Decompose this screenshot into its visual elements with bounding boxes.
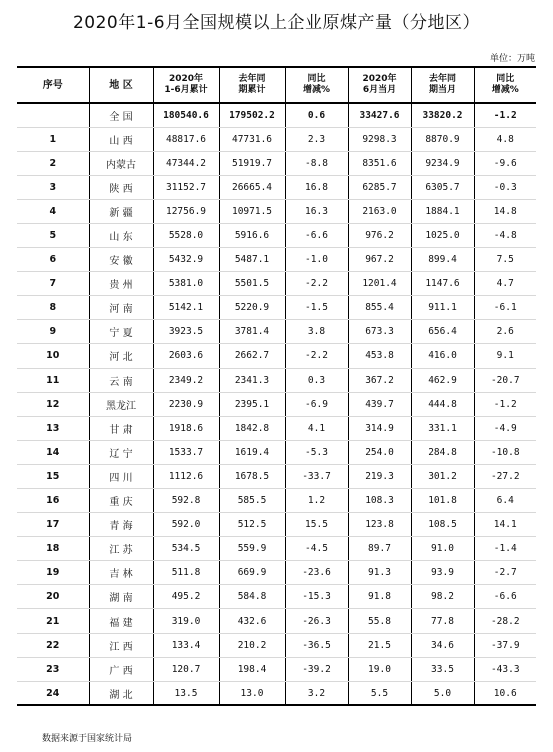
- cell-cum-prev: 5501.5: [219, 272, 285, 296]
- header-line: 去年同: [428, 74, 456, 84]
- cell-cum-prev: 512.5: [219, 513, 285, 537]
- cell-month-prev: 1025.0: [411, 223, 474, 247]
- cell-cum-prev: 51919.7: [219, 151, 285, 175]
- cell-cum-2020: 2349.2: [153, 368, 219, 392]
- cell-month-yoy: -20.7: [474, 368, 536, 392]
- cell-month-prev: 462.9: [411, 368, 474, 392]
- cell-cum-yoy: -2.2: [285, 272, 348, 296]
- table-row: [17, 585, 536, 609]
- cell-region: 湖 北: [89, 681, 153, 705]
- cell-seq: [17, 103, 89, 127]
- cell-cum-2020: 133.4: [153, 633, 219, 657]
- cell-region: 山 西: [89, 127, 153, 151]
- cell-region: 内蒙古: [89, 151, 153, 175]
- cell-month-2020: 219.3: [348, 464, 411, 488]
- cell-month-2020: 5.5: [348, 681, 411, 705]
- cell-seq: 24: [17, 681, 89, 705]
- cell-month-yoy: -6.1: [474, 296, 536, 320]
- cell-region: 重 庆: [89, 489, 153, 513]
- header-month-2020: [348, 67, 411, 103]
- cell-month-prev: 101.8: [411, 489, 474, 513]
- cell-month-prev: 93.9: [411, 561, 474, 585]
- cell-cum-yoy: -1.0: [285, 248, 348, 272]
- cell-month-2020: 8351.6: [348, 151, 411, 175]
- cell-cum-prev: 1678.5: [219, 464, 285, 488]
- cell-month-yoy: 7.5: [474, 248, 536, 272]
- cell-month-yoy: 14.8: [474, 199, 536, 223]
- header-cum-yoy: [285, 67, 348, 103]
- cell-cum-yoy: 0.3: [285, 368, 348, 392]
- table-row: [17, 489, 536, 513]
- cell-month-prev: 444.8: [411, 392, 474, 416]
- cell-month-yoy: 14.1: [474, 513, 536, 537]
- table-row: [17, 657, 536, 681]
- cell-month-yoy: -1.2: [474, 392, 536, 416]
- cell-cum-prev: 5487.1: [219, 248, 285, 272]
- cell-month-yoy: 9.1: [474, 344, 536, 368]
- header-month-prev: [411, 67, 474, 103]
- cell-region: 甘 肃: [89, 416, 153, 440]
- cell-month-prev: 331.1: [411, 416, 474, 440]
- cell-region: 新 疆: [89, 199, 153, 223]
- cell-month-yoy: 4.7: [474, 272, 536, 296]
- cell-seq: 6: [17, 248, 89, 272]
- cell-cum-yoy: -2.2: [285, 344, 348, 368]
- cell-cum-prev: 2341.3: [219, 368, 285, 392]
- table-row: [17, 151, 536, 175]
- cell-region: 福 建: [89, 609, 153, 633]
- cell-seq: 3: [17, 175, 89, 199]
- cell-cum-prev: 432.6: [219, 609, 285, 633]
- cell-seq: 12: [17, 392, 89, 416]
- cell-region: 贵 州: [89, 272, 153, 296]
- table-row: [17, 392, 536, 416]
- cell-region: 陕 西: [89, 175, 153, 199]
- cell-month-prev: 34.6: [411, 633, 474, 657]
- cell-seq: 15: [17, 464, 89, 488]
- cell-month-prev: 1884.1: [411, 199, 474, 223]
- cell-seq: 18: [17, 537, 89, 561]
- cell-region: 宁 夏: [89, 320, 153, 344]
- cell-cum-yoy: -26.3: [285, 609, 348, 633]
- header-line: 同比: [307, 74, 326, 84]
- cell-month-yoy: 6.4: [474, 489, 536, 513]
- cell-month-yoy: -1.2: [474, 103, 536, 127]
- cell-cum-prev: 585.5: [219, 489, 285, 513]
- cell-month-2020: 33427.6: [348, 103, 411, 127]
- cell-month-2020: 123.8: [348, 513, 411, 537]
- cell-seq: 10: [17, 344, 89, 368]
- cell-region: 辽 宁: [89, 440, 153, 464]
- cell-month-yoy: 2.6: [474, 320, 536, 344]
- cell-region: 青 海: [89, 513, 153, 537]
- cell-cum-2020: 1112.6: [153, 464, 219, 488]
- table-row: [17, 561, 536, 585]
- cell-region: 江 苏: [89, 537, 153, 561]
- cell-cum-yoy: -6.9: [285, 392, 348, 416]
- table-row: [17, 344, 536, 368]
- cell-seq: 11: [17, 368, 89, 392]
- cell-cum-2020: 495.2: [153, 585, 219, 609]
- cell-seq: 19: [17, 561, 89, 585]
- cell-month-yoy: -37.9: [474, 633, 536, 657]
- cell-cum-yoy: 3.2: [285, 681, 348, 705]
- cell-region: 云 南: [89, 368, 153, 392]
- cell-cum-yoy: 1.2: [285, 489, 348, 513]
- cell-cum-yoy: -5.3: [285, 440, 348, 464]
- cell-seq: 8: [17, 296, 89, 320]
- table-row: [17, 416, 536, 440]
- header-line: 同比: [496, 74, 515, 84]
- table-row: [17, 440, 536, 464]
- table-row: [17, 199, 536, 223]
- cell-cum-2020: 31152.7: [153, 175, 219, 199]
- cell-cum-2020: 5528.0: [153, 223, 219, 247]
- header-line: 增减%: [491, 85, 519, 95]
- table-row: [17, 272, 536, 296]
- cell-cum-prev: 179502.2: [219, 103, 285, 127]
- header-region: 地 区: [89, 67, 153, 103]
- unit-label: 单位：万吨: [489, 54, 535, 64]
- cell-region: 江 西: [89, 633, 153, 657]
- cell-month-prev: 899.4: [411, 248, 474, 272]
- cell-month-2020: 976.2: [348, 223, 411, 247]
- cell-region: 吉 林: [89, 561, 153, 585]
- cell-cum-2020: 47344.2: [153, 151, 219, 175]
- cell-cum-2020: 592.0: [153, 513, 219, 537]
- table-row: [17, 464, 536, 488]
- cell-month-prev: 5.0: [411, 681, 474, 705]
- cell-cum-2020: 3923.5: [153, 320, 219, 344]
- cell-month-prev: 9234.9: [411, 151, 474, 175]
- cell-month-yoy: -4.9: [474, 416, 536, 440]
- cell-seq: 13: [17, 416, 89, 440]
- cell-cum-2020: 5381.0: [153, 272, 219, 296]
- table-row: [17, 681, 536, 705]
- cell-month-prev: 6305.7: [411, 175, 474, 199]
- cell-month-2020: 439.7: [348, 392, 411, 416]
- header-cum-prev: [219, 67, 285, 103]
- cell-month-yoy: -1.4: [474, 537, 536, 561]
- coal-output-table: [17, 66, 536, 706]
- cell-cum-yoy: -39.2: [285, 657, 348, 681]
- cell-month-prev: 656.4: [411, 320, 474, 344]
- cell-month-2020: 9298.3: [348, 127, 411, 151]
- cell-cum-yoy: 2.3: [285, 127, 348, 151]
- header-line: 增减%: [302, 85, 331, 95]
- cell-month-2020: 91.3: [348, 561, 411, 585]
- header-line: 期累计: [238, 85, 266, 95]
- cell-cum-yoy: 0.6: [285, 103, 348, 127]
- cell-cum-yoy: -15.3: [285, 585, 348, 609]
- cell-cum-2020: 180540.6: [153, 103, 219, 127]
- cell-month-yoy: -6.6: [474, 585, 536, 609]
- table-row: [17, 513, 536, 537]
- table-body: [17, 103, 536, 705]
- header-month-yoy: [474, 67, 536, 103]
- cell-month-yoy: -9.6: [474, 151, 536, 175]
- cell-region: 安 徽: [89, 248, 153, 272]
- cell-month-2020: 6285.7: [348, 175, 411, 199]
- cell-month-2020: 21.5: [348, 633, 411, 657]
- cell-seq: 4: [17, 199, 89, 223]
- cell-cum-2020: 319.0: [153, 609, 219, 633]
- cell-seq: 2: [17, 151, 89, 175]
- cell-region: 黑龙江: [89, 392, 153, 416]
- cell-cum-prev: 1842.8: [219, 416, 285, 440]
- cell-month-2020: 91.8: [348, 585, 411, 609]
- cell-cum-2020: 1533.7: [153, 440, 219, 464]
- cell-month-prev: 91.0: [411, 537, 474, 561]
- cell-cum-2020: 534.5: [153, 537, 219, 561]
- header-line: 1-6月累计: [164, 85, 208, 95]
- cell-month-prev: 301.2: [411, 464, 474, 488]
- cell-month-yoy: 10.6: [474, 681, 536, 705]
- cell-month-2020: 855.4: [348, 296, 411, 320]
- cell-month-2020: 108.3: [348, 489, 411, 513]
- cell-cum-prev: 10971.5: [219, 199, 285, 223]
- cell-cum-prev: 198.4: [219, 657, 285, 681]
- cell-cum-yoy: -8.8: [285, 151, 348, 175]
- cell-seq: 5: [17, 223, 89, 247]
- cell-cum-2020: 2603.6: [153, 344, 219, 368]
- cell-cum-yoy: 4.1: [285, 416, 348, 440]
- cell-month-prev: 108.5: [411, 513, 474, 537]
- cell-cum-2020: 5432.9: [153, 248, 219, 272]
- cell-cum-2020: 511.8: [153, 561, 219, 585]
- cell-cum-prev: 584.8: [219, 585, 285, 609]
- header-cum-2020: [153, 67, 219, 103]
- cell-cum-yoy: -36.5: [285, 633, 348, 657]
- page-title: 2020年1-6月全国规模以上企业原煤产量（分地区）: [72, 13, 481, 33]
- header-line: 去年同: [238, 74, 266, 84]
- table-row: [17, 175, 536, 199]
- header-seq: 序号: [17, 67, 89, 103]
- cell-cum-2020: 2230.9: [153, 392, 219, 416]
- table-row: [17, 223, 536, 247]
- cell-seq: 14: [17, 440, 89, 464]
- cell-seq: 1: [17, 127, 89, 151]
- cell-month-prev: 98.2: [411, 585, 474, 609]
- cell-cum-prev: 559.9: [219, 537, 285, 561]
- table-header-row: [17, 67, 536, 103]
- cell-cum-yoy: 16.3: [285, 199, 348, 223]
- cell-seq: 17: [17, 513, 89, 537]
- cell-region: 广 西: [89, 657, 153, 681]
- cell-month-yoy: -28.2: [474, 609, 536, 633]
- cell-month-2020: 967.2: [348, 248, 411, 272]
- cell-cum-2020: 5142.1: [153, 296, 219, 320]
- table-row: [17, 609, 536, 633]
- cell-month-prev: 77.8: [411, 609, 474, 633]
- cell-region: 湖 南: [89, 585, 153, 609]
- cell-seq: 9: [17, 320, 89, 344]
- cell-month-prev: 33.5: [411, 657, 474, 681]
- cell-cum-yoy: 15.5: [285, 513, 348, 537]
- cell-cum-2020: 48817.6: [153, 127, 219, 151]
- table-row: [17, 320, 536, 344]
- cell-seq: 20: [17, 585, 89, 609]
- cell-region: 四 川: [89, 464, 153, 488]
- cell-region: 山 东: [89, 223, 153, 247]
- cell-cum-yoy: -6.6: [285, 223, 348, 247]
- cell-cum-prev: 13.0: [219, 681, 285, 705]
- cell-cum-yoy: 16.8: [285, 175, 348, 199]
- cell-cum-prev: 26665.4: [219, 175, 285, 199]
- cell-seq: 23: [17, 657, 89, 681]
- cell-region: 全 国: [89, 103, 153, 127]
- cell-cum-2020: 120.7: [153, 657, 219, 681]
- header-line: 6月当月: [362, 85, 397, 95]
- cell-region: 河 北: [89, 344, 153, 368]
- cell-month-2020: 367.2: [348, 368, 411, 392]
- cell-month-2020: 19.0: [348, 657, 411, 681]
- table-row: [17, 127, 536, 151]
- cell-cum-2020: 592.8: [153, 489, 219, 513]
- cell-cum-prev: 5220.9: [219, 296, 285, 320]
- cell-cum-prev: 2662.7: [219, 344, 285, 368]
- cell-region: 河 南: [89, 296, 153, 320]
- cell-month-2020: 314.9: [348, 416, 411, 440]
- cell-cum-prev: 669.9: [219, 561, 285, 585]
- cell-month-prev: 33820.2: [411, 103, 474, 127]
- cell-cum-yoy: -33.7: [285, 464, 348, 488]
- cell-month-2020: 453.8: [348, 344, 411, 368]
- cell-cum-yoy: -23.6: [285, 561, 348, 585]
- cell-month-2020: 254.0: [348, 440, 411, 464]
- cell-seq: 16: [17, 489, 89, 513]
- cell-month-2020: 673.3: [348, 320, 411, 344]
- source-note: 数据来源于国家统计局: [42, 734, 133, 744]
- header-line: 2020年: [168, 74, 204, 84]
- cell-cum-prev: 47731.6: [219, 127, 285, 151]
- cell-cum-prev: 5916.6: [219, 223, 285, 247]
- cell-seq: 7: [17, 272, 89, 296]
- table-row: [17, 537, 536, 561]
- cell-cum-2020: 13.5: [153, 681, 219, 705]
- cell-month-2020: 89.7: [348, 537, 411, 561]
- cell-cum-prev: 1619.4: [219, 440, 285, 464]
- cell-month-prev: 8870.9: [411, 127, 474, 151]
- cell-month-2020: 1201.4: [348, 272, 411, 296]
- cell-month-prev: 1147.6: [411, 272, 474, 296]
- cell-cum-yoy: 3.8: [285, 320, 348, 344]
- cell-cum-yoy: -4.5: [285, 537, 348, 561]
- cell-cum-prev: 2395.1: [219, 392, 285, 416]
- cell-month-yoy: -4.8: [474, 223, 536, 247]
- cell-seq: 22: [17, 633, 89, 657]
- cell-month-yoy: -43.3: [474, 657, 536, 681]
- cell-cum-yoy: -1.5: [285, 296, 348, 320]
- cell-month-prev: 416.0: [411, 344, 474, 368]
- cell-cum-2020: 1918.6: [153, 416, 219, 440]
- table-row: [17, 368, 536, 392]
- header-line: 2020年: [362, 74, 397, 84]
- table-row: [17, 296, 536, 320]
- cell-month-yoy: -27.2: [474, 464, 536, 488]
- cell-cum-2020: 12756.9: [153, 199, 219, 223]
- cell-cum-prev: 3781.4: [219, 320, 285, 344]
- cell-month-yoy: -0.3: [474, 175, 536, 199]
- table-row: [17, 248, 536, 272]
- table-row: [17, 633, 536, 657]
- cell-month-yoy: -2.7: [474, 561, 536, 585]
- cell-month-prev: 911.1: [411, 296, 474, 320]
- cell-month-prev: 284.8: [411, 440, 474, 464]
- cell-month-yoy: 4.8: [474, 127, 536, 151]
- cell-cum-prev: 210.2: [219, 633, 285, 657]
- cell-month-2020: 55.8: [348, 609, 411, 633]
- cell-seq: 21: [17, 609, 89, 633]
- cell-month-yoy: -10.8: [474, 440, 536, 464]
- cell-month-2020: 2163.0: [348, 199, 411, 223]
- header-line: 期当月: [428, 85, 456, 95]
- table-row: [17, 103, 536, 127]
